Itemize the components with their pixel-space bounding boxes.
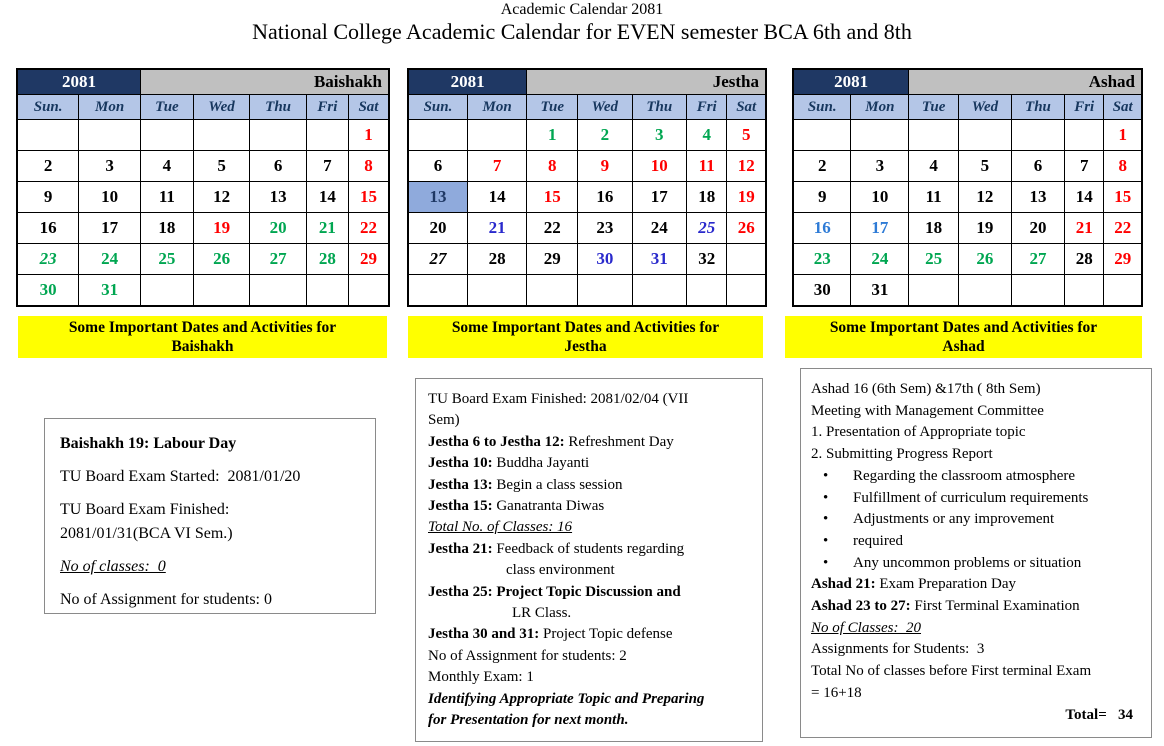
text-segment: Monthly Exam: 1 <box>428 669 534 686</box>
day-header: Sun. <box>793 95 851 120</box>
day-cell: 14 <box>1064 182 1103 213</box>
calendar-title-row <box>408 69 766 95</box>
day-header: Tue <box>909 95 959 120</box>
text-segment: First Terminal Examination <box>910 598 1080 615</box>
day-cell: 26 <box>727 213 766 244</box>
day-cell: 30 <box>17 275 79 307</box>
day-cell: 23 <box>578 213 632 244</box>
text-segment: Feedback of students regarding <box>492 540 685 557</box>
day-cell: 32 <box>686 244 726 275</box>
activity-line <box>428 475 750 496</box>
text-segment: Exam Preparation Day <box>875 576 1016 593</box>
day-cell: 22 <box>1104 213 1142 244</box>
calendar-title-row <box>17 69 389 95</box>
day-cell: 20 <box>1011 213 1064 244</box>
day-cell: 28 <box>467 244 526 275</box>
document-subtitle: Academic Calendar 2081 <box>500 1 664 18</box>
day-cell: 17 <box>851 213 909 244</box>
empty-day-cell <box>79 120 141 151</box>
day-cell: 21 <box>306 213 348 244</box>
day-cell: 9 <box>793 182 851 213</box>
calendar-month-name: Ashad <box>909 69 1142 95</box>
day-cell: 20 <box>408 213 467 244</box>
day-cell: 16 <box>793 213 851 244</box>
text-segment: LR Class. <box>512 605 572 622</box>
bullet-icon: • <box>823 489 829 506</box>
empty-day-cell <box>632 275 686 307</box>
day-cell: 23 <box>17 244 79 275</box>
calendar-title-row <box>793 69 1142 95</box>
empty-day-cell <box>408 275 467 307</box>
day-cell: 12 <box>727 151 766 182</box>
calendar-year: 2081 <box>793 69 909 95</box>
text-segment: TU Board Exam Finished: 2081/02/04 (VII <box>428 391 689 407</box>
activity-line <box>60 432 360 456</box>
text-segment: Jestha 6 to Jestha 12: <box>428 433 565 450</box>
activity-line <box>811 379 1143 401</box>
text-segment: Begin a class session <box>492 476 623 493</box>
day-header: Sat <box>348 95 389 120</box>
day-cell: 19 <box>958 213 1011 244</box>
section-header-ashad <box>785 316 1142 358</box>
calendar-month-name: Baishakh <box>141 69 390 95</box>
day-cell: 31 <box>632 244 686 275</box>
day-cell: 24 <box>851 244 909 275</box>
text-segment: 2. Submitting Progress Report <box>811 446 993 463</box>
day-header: Sat <box>1104 95 1142 120</box>
empty-day-cell <box>958 120 1011 151</box>
activity-line <box>811 596 1143 618</box>
empty-day-cell <box>909 275 959 307</box>
text-segment: Project Topic defense <box>539 626 673 643</box>
day-cell: 4 <box>686 120 726 151</box>
activity-line <box>811 618 1143 640</box>
activity-line <box>811 401 1143 423</box>
day-cell: 29 <box>348 244 389 275</box>
day-header: Thu <box>632 95 686 120</box>
day-cell: 11 <box>141 182 194 213</box>
week-row <box>17 182 389 213</box>
day-header: Thu <box>1011 95 1064 120</box>
day-cell: 9 <box>17 182 79 213</box>
day-cell: 31 <box>851 275 909 307</box>
day-cell: 4 <box>909 151 959 182</box>
day-cell: 10 <box>851 182 909 213</box>
day-cell: 17 <box>79 213 141 244</box>
text-segment: Ashad 21: <box>811 576 876 593</box>
day-header: Tue <box>527 95 578 120</box>
week-row <box>408 151 766 182</box>
empty-day-cell <box>141 120 194 151</box>
section-header-line1: Some Important Dates and Activities for <box>68 319 337 336</box>
day-header: Fri <box>306 95 348 120</box>
day-cell: 24 <box>632 213 686 244</box>
day-cell: 29 <box>527 244 578 275</box>
day-cell: 11 <box>909 182 959 213</box>
text-segment: Regarding the classroom atmosphere <box>853 467 1076 484</box>
day-cell: 13 <box>1011 182 1064 213</box>
text-segment: TU Board Exam Finished: <box>60 501 230 518</box>
day-cell: 7 <box>467 151 526 182</box>
day-cell: 6 <box>408 151 467 182</box>
empty-day-cell <box>306 120 348 151</box>
day-header: Fri <box>1064 95 1103 120</box>
empty-day-cell <box>193 275 250 307</box>
activity-line <box>811 661 1143 683</box>
text-segment: No of Assignment for students: 0 <box>60 591 272 608</box>
day-header-row <box>408 95 766 120</box>
day-cell: 12 <box>958 182 1011 213</box>
text-segment: 1. Presentation of Appropriate topic <box>811 424 1026 441</box>
day-header: Sun. <box>17 95 79 120</box>
empty-day-cell <box>193 120 250 151</box>
day-cell: 11 <box>686 151 726 182</box>
day-cell: 19 <box>193 213 250 244</box>
empty-day-cell <box>958 275 1011 307</box>
calendar-year: 2081 <box>408 69 527 95</box>
day-cell: 10 <box>79 182 141 213</box>
section-header-jestha <box>408 316 763 358</box>
text-segment: Total= 34 <box>1065 706 1133 723</box>
activity-line <box>428 432 750 453</box>
text-segment: Total No. of Classes: 16 <box>428 519 573 536</box>
calendar-year: 2081 <box>17 69 141 95</box>
day-cell: 24 <box>79 244 141 275</box>
day-cell: 3 <box>79 151 141 182</box>
activity-line <box>428 389 750 410</box>
text-segment: required <box>853 532 903 549</box>
activity-line <box>428 624 750 645</box>
week-row <box>793 182 1142 213</box>
day-cell: 17 <box>632 182 686 213</box>
day-cell: 15 <box>527 182 578 213</box>
day-cell: 19 <box>727 182 766 213</box>
text-segment: Ashad 16 (6th Sem) &17th ( 8th Sem) <box>811 381 1041 397</box>
week-row <box>408 120 766 151</box>
day-cell: 30 <box>793 275 851 307</box>
empty-day-cell <box>727 275 766 307</box>
day-cell: 15 <box>1104 182 1142 213</box>
empty-day-cell <box>1064 120 1103 151</box>
text-segment: Jestha 10: <box>428 455 493 472</box>
day-cell: 3 <box>632 120 686 151</box>
text-segment: Identifying Appropriate Topic and Preparing <box>428 690 705 707</box>
day-header-row <box>17 95 389 120</box>
activity-bullet-item <box>811 466 1143 488</box>
text-segment: for Presentation for next month. <box>428 712 629 729</box>
week-row <box>408 275 766 307</box>
day-cell: 28 <box>1064 244 1103 275</box>
day-cell: 5 <box>193 151 250 182</box>
day-cell: 25 <box>686 213 726 244</box>
day-cell: 27 <box>250 244 307 275</box>
bullet-icon: • <box>823 467 829 484</box>
empty-day-cell <box>793 120 851 151</box>
day-cell: 22 <box>527 213 578 244</box>
day-cell: 15 <box>348 182 389 213</box>
empty-day-cell <box>686 275 726 307</box>
empty-day-cell <box>467 120 526 151</box>
week-row <box>17 275 389 307</box>
day-header: Sun. <box>408 95 467 120</box>
activity-bullet-item <box>811 509 1143 531</box>
activity-line <box>811 422 1143 444</box>
section-header-line1: Some Important Dates and Activities for <box>451 319 720 336</box>
day-cell: 12 <box>193 182 250 213</box>
bullet-icon: • <box>823 511 829 528</box>
activity-line <box>60 555 360 579</box>
text-segment: No of Classes: 20 <box>811 619 922 636</box>
day-cell: 7 <box>306 151 348 182</box>
empty-day-cell <box>250 120 307 151</box>
activity-line <box>428 560 750 581</box>
text-segment: Jestha 21: <box>428 540 493 557</box>
activity-line <box>811 705 1143 727</box>
day-cell: 22 <box>348 213 389 244</box>
day-cell: 3 <box>851 151 909 182</box>
day-cell: 28 <box>306 244 348 275</box>
day-header: Wed <box>578 95 632 120</box>
text-segment: Adjustments or any improvement <box>853 511 1055 528</box>
activity-line <box>428 453 750 474</box>
day-cell: 6 <box>250 151 307 182</box>
day-cell: 1 <box>527 120 578 151</box>
calendar-jestha <box>407 68 767 307</box>
activities-box-jestha <box>415 378 763 742</box>
empty-day-cell <box>250 275 307 307</box>
empty-day-cell <box>141 275 194 307</box>
week-row <box>793 151 1142 182</box>
week-row <box>17 213 389 244</box>
week-row <box>408 213 766 244</box>
text-segment: No of Assignment for students: 2 <box>428 647 627 664</box>
day-cell: 26 <box>958 244 1011 275</box>
day-cell: 16 <box>17 213 79 244</box>
day-cell: 2 <box>793 151 851 182</box>
day-cell: 1 <box>348 120 389 151</box>
day-cell: 30 <box>578 244 632 275</box>
day-cell: 25 <box>141 244 194 275</box>
day-header: Mon <box>79 95 141 120</box>
day-cell: 1 <box>1104 120 1142 151</box>
text-segment: 2081/01/31(BCA VI Sem.) <box>60 525 233 542</box>
day-cell: 2 <box>17 151 79 182</box>
text-segment: Jestha 25: Project Topic Discussion and <box>428 583 681 600</box>
week-row <box>17 244 389 275</box>
day-cell: 27 <box>1011 244 1064 275</box>
empty-day-cell <box>909 120 959 151</box>
text-segment: Any uncommon problems or situation <box>853 554 1082 571</box>
empty-day-cell <box>727 244 766 275</box>
week-row <box>408 182 766 213</box>
empty-day-cell <box>1011 275 1064 307</box>
empty-day-cell <box>17 120 79 151</box>
week-row <box>17 120 389 151</box>
activity-line <box>811 444 1143 466</box>
week-row <box>408 244 766 275</box>
day-header: Tue <box>141 95 194 120</box>
text-segment: = 16+18 <box>811 684 862 701</box>
activity-line <box>428 646 750 667</box>
day-cell: 16 <box>578 182 632 213</box>
empty-day-cell <box>408 120 467 151</box>
activity-line <box>60 498 360 522</box>
day-header: Thu <box>250 95 307 120</box>
activity-line <box>60 465 360 489</box>
activities-box-baishakh <box>44 418 376 614</box>
text-segment: Fulfillment of curriculum requirements <box>853 489 1089 506</box>
day-cell: 25 <box>909 244 959 275</box>
activity-line <box>428 667 750 688</box>
activity-line <box>811 574 1143 596</box>
day-cell: 14 <box>467 182 526 213</box>
calendar-month-name: Jestha <box>527 69 766 95</box>
activity-line <box>428 710 750 731</box>
activity-line <box>428 689 750 710</box>
empty-day-cell <box>348 275 389 307</box>
day-cell: 13 <box>408 182 467 213</box>
activity-line <box>428 582 750 603</box>
empty-day-cell <box>306 275 348 307</box>
text-segment: class environment <box>506 562 615 579</box>
text-segment: Jestha 15: <box>428 498 493 515</box>
day-cell: 5 <box>958 151 1011 182</box>
document-title: National College Academic Calendar for EVEN semester BCA 6th and 8th <box>252 19 912 44</box>
week-row <box>17 151 389 182</box>
day-cell: 31 <box>79 275 141 307</box>
activity-line <box>811 683 1143 705</box>
text-segment: Baishakh 19: Labour Day <box>60 435 237 452</box>
bullet-icon: • <box>823 532 829 549</box>
calendar-baishakh <box>16 68 390 307</box>
day-cell: 5 <box>727 120 766 151</box>
text-segment: Jestha 13: <box>428 476 493 493</box>
day-header: Wed <box>958 95 1011 120</box>
day-cell: 21 <box>1064 213 1103 244</box>
text-segment: Buddha Jayanti <box>492 455 590 472</box>
activity-bullet-item <box>811 531 1143 553</box>
day-cell: 29 <box>1104 244 1142 275</box>
activity-line <box>60 588 360 612</box>
empty-day-cell <box>851 120 909 151</box>
day-cell: 4 <box>141 151 194 182</box>
day-cell: 8 <box>527 151 578 182</box>
activity-line <box>60 522 360 546</box>
day-cell: 8 <box>1104 151 1142 182</box>
day-cell: 6 <box>1011 151 1064 182</box>
activities-box-ashad <box>800 368 1152 738</box>
empty-day-cell <box>578 275 632 307</box>
text-segment: Refreshment Day <box>564 433 674 450</box>
day-cell: 9 <box>578 151 632 182</box>
day-header: Sat <box>727 95 766 120</box>
day-cell: 18 <box>909 213 959 244</box>
day-header: Mon <box>467 95 526 120</box>
day-header-row <box>793 95 1142 120</box>
day-cell: 18 <box>141 213 194 244</box>
day-cell: 21 <box>467 213 526 244</box>
text-segment: Ashad 23 to 27: <box>811 598 911 615</box>
text-segment: TU Board Exam Started: 2081/01/20 <box>60 468 301 485</box>
section-header-line2: Ashad <box>942 338 985 355</box>
text-segment: Jestha 30 and 31: <box>428 626 540 643</box>
text-segment: Meeting with Management Committee <box>811 402 1044 419</box>
week-row <box>793 275 1142 307</box>
section-header-line1: Some Important Dates and Activities for <box>829 319 1098 336</box>
text-segment: No of classes: 0 <box>60 558 166 575</box>
week-row <box>793 120 1142 151</box>
day-header: Mon <box>851 95 909 120</box>
text-segment: Total No of classes before First terminal Exam <box>811 663 1092 680</box>
activity-line <box>428 410 750 431</box>
day-cell: 2 <box>578 120 632 151</box>
empty-day-cell <box>467 275 526 307</box>
week-row <box>793 213 1142 244</box>
day-cell: 27 <box>408 244 467 275</box>
text-segment: Assignments for Students: 3 <box>811 641 985 658</box>
activity-bullet-item <box>811 553 1143 575</box>
day-cell: 23 <box>793 244 851 275</box>
activity-line <box>428 517 750 538</box>
activity-bullet-item <box>811 488 1143 510</box>
day-cell: 18 <box>686 182 726 213</box>
text-segment: Ganatranta Diwas <box>492 498 605 515</box>
day-header: Wed <box>193 95 250 120</box>
section-header-baishakh <box>18 316 387 358</box>
empty-day-cell <box>1011 120 1064 151</box>
day-header: Fri <box>686 95 726 120</box>
day-cell: 13 <box>250 182 307 213</box>
section-header-line2: Baishakh <box>171 338 234 355</box>
day-cell: 26 <box>193 244 250 275</box>
calendar-ashad <box>792 68 1143 307</box>
bullet-icon: • <box>823 554 829 571</box>
activity-line <box>428 496 750 517</box>
activity-line <box>428 539 750 560</box>
day-cell: 8 <box>348 151 389 182</box>
day-cell: 7 <box>1064 151 1103 182</box>
empty-day-cell <box>527 275 578 307</box>
day-cell: 10 <box>632 151 686 182</box>
section-header-line2: Jestha <box>564 338 607 355</box>
day-cell: 14 <box>306 182 348 213</box>
activity-line <box>811 639 1143 661</box>
empty-day-cell <box>1104 275 1142 307</box>
week-row <box>793 244 1142 275</box>
text-segment: Sem) <box>428 412 460 429</box>
activity-line <box>428 603 750 624</box>
day-cell: 20 <box>250 213 307 244</box>
empty-day-cell <box>1064 275 1103 307</box>
